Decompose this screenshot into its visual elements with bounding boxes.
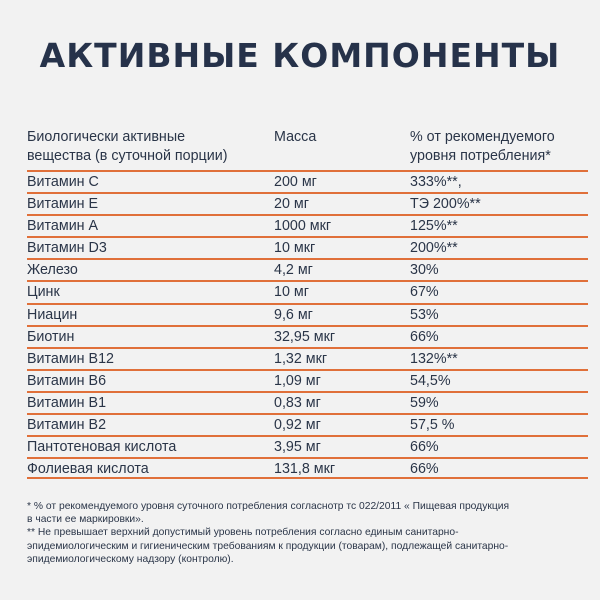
cell-rdi: 66% [410,439,439,456]
cell-name: Витамин В2 [27,417,107,434]
footnote-1-line1: * % от рекомендуемого уровня суточного потребления согласнотр тс 022/2011 « Пищевая продукция [27,501,510,512]
cell-rdi: 53% [410,306,439,323]
table-row [27,347,588,369]
cell-rdi: 67% [410,284,439,301]
table-row [27,325,588,347]
table-row [27,258,588,280]
cell-mass: 131,8 мкг [274,461,336,478]
header-rdi [410,128,588,170]
cell-rdi: 54,5% [410,372,451,389]
footnote-1-line2: в части ее маркировки». [27,514,144,526]
cell-name: Витамин D3 [27,240,107,257]
cell-mass: 32,95 мкг [274,328,336,345]
cell-name: Витамин Е [27,196,99,213]
footnote-2-line1: ** Не превышает верхний допустимый уровень потребления согласно единым санитарно- [27,527,459,539]
header-rdi-line2: уровня потребления* [410,148,551,164]
cell-mass: 0,83 мг [274,394,321,411]
cell-name: Пантотеновая кислота [27,439,177,456]
table-row [27,413,588,435]
cell-mass: 20 мг [274,196,309,213]
cell-mass: 200 мг [274,174,317,190]
cell-mass: 3,95 мг [274,439,321,456]
table-header [27,128,588,170]
cell-rdi: ТЭ 200%** [410,196,481,213]
cell-rdi: 200%** [410,240,458,257]
footnotes [27,500,582,566]
cell-name: Фолиевая кислота [27,461,149,478]
table-row [27,236,588,258]
header-substance-line1: Биологически активные [27,129,186,145]
table-row [27,435,588,457]
header-substance-line2: вещества (в суточной порции) [27,148,228,164]
cell-name: Железо [27,262,78,279]
table-row [27,192,588,214]
cell-mass: 1000 мкг [274,218,332,235]
cell-mass: 10 мг [274,284,309,301]
cell-rdi: 66% [410,461,439,478]
cell-rdi: 333%**, [410,174,462,190]
header-mass: Масса [274,129,317,145]
nutrients-table [27,128,588,479]
cell-name: Витамин В12 [27,350,114,367]
cell-name: Биотин [27,328,75,345]
cell-name: Витамин В6 [27,372,107,389]
cell-mass: 1,32 мкг [274,350,328,367]
cell-name: Ниацин [27,306,78,323]
footnote-2-line3: эпидемиологическому надзору (контролю). [27,553,234,565]
header-substance [27,128,274,170]
cell-rdi: 66% [410,328,439,345]
cell-name: Витамин А [27,218,99,235]
table-row [27,303,588,325]
table-row [27,457,588,479]
table-row [27,170,588,192]
header-rdi-line1: % от рекомендуемого [410,129,555,145]
cell-rdi: 30% [410,262,439,279]
page-title: АКТИВНЫЕ КОМПОНЕНТЫ [39,36,561,75]
table-row [27,214,588,236]
cell-mass: 4,2 мг [274,262,313,279]
cell-name: Витамин С [27,174,99,190]
cell-rdi: 57,5 % [410,417,455,434]
cell-mass: 10 мкг [274,240,316,257]
cell-rdi: 125%** [410,218,458,235]
cell-mass: 0,92 мг [274,417,321,434]
table-body [27,170,588,479]
cell-rdi: 59% [410,394,439,411]
cell-rdi: 132%** [410,350,458,367]
table-row [27,391,588,413]
cell-name: Цинк [27,284,60,301]
table-row [27,369,588,391]
table-row [27,280,588,302]
cell-mass: 1,09 мг [274,372,321,389]
cell-mass: 9,6 мг [274,306,313,323]
cell-name: Витамин В1 [27,394,107,411]
footnote-2-line2: эпидемиологическим и гигиеническим требованиям к продукции (товарам), подлежащей санитарно- [27,540,509,552]
